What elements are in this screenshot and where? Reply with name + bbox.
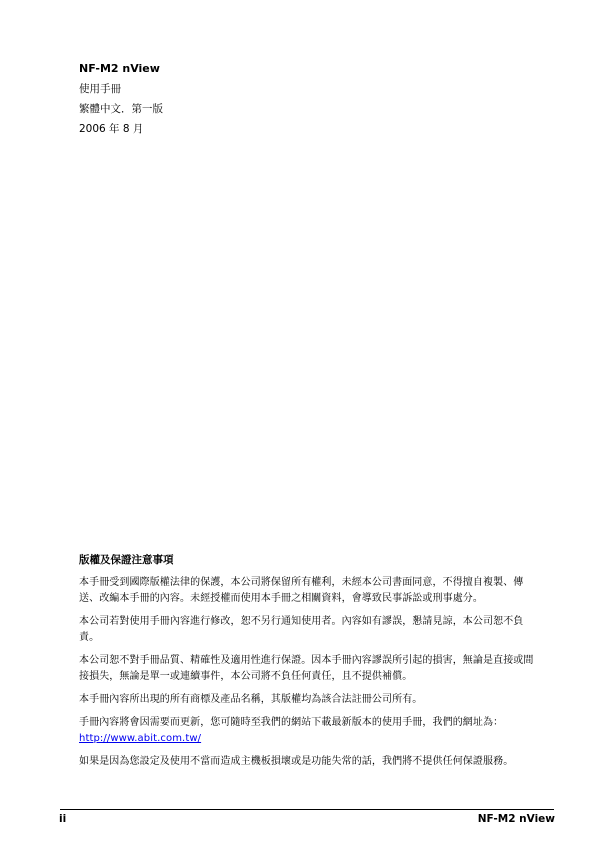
notice-paragraph-4: 本手冊內容所出現的所有商標及產品名稱，其版權均為該合法註冊公司所有。 [79, 694, 423, 705]
product-name: NF-M2 nView [79, 62, 160, 75]
footer-product-name: NF-M2 nView [477, 813, 555, 825]
website-link[interactable]: http://www.abit.com.tw/ [79, 733, 202, 744]
notice-paragraph-2: 本公司若對使用手冊內容進行修改，恕不另行通知使用者。內容如有謬誤，懇請見諒，本公司恕不負責。 [79, 616, 524, 643]
notice-paragraph-6: 如果是因為您設定及使用不當而造成主機板損壞或是功能失常的話，我們將不提供任何保證服務。 [79, 756, 514, 767]
title-block [79, 62, 379, 142]
page-number: ii [59, 813, 67, 825]
notice-paragraph-3: 本公司恕不對手冊品質、精確性及適用性進行保證。因本手冊內容謬誤所引起的損害，無論是直接或間接損失，無論是單一或連續事件，本公司將不負任何責任，且不提供補償。 [79, 655, 534, 682]
publish-date: 2006 年 8 月 [79, 123, 144, 135]
manual-label: 使用手冊 [79, 83, 121, 95]
notice-paragraph-1: 本手冊受到國際版權法律的保護，本公司將保留所有權利，未經本公司書面同意，不得擅自複製、傳送、改編本手冊的內容。未經授權而使用本手冊之相關資料，會導致民事訴訟或刑事處分。 [79, 577, 524, 604]
edition-label: 繁體中文．第一版 [79, 103, 163, 115]
copyright-notice [79, 553, 539, 777]
notice-paragraph-5-text: 手冊內容將會因需要而更新，您可隨時至我們的網站下載最新版本的使用手冊，我們的網址為： [79, 717, 504, 728]
footer-rule [60, 809, 554, 810]
notice-paragraph-5 [79, 715, 539, 747]
notice-title: 版權及保證注意事項 [79, 554, 174, 566]
